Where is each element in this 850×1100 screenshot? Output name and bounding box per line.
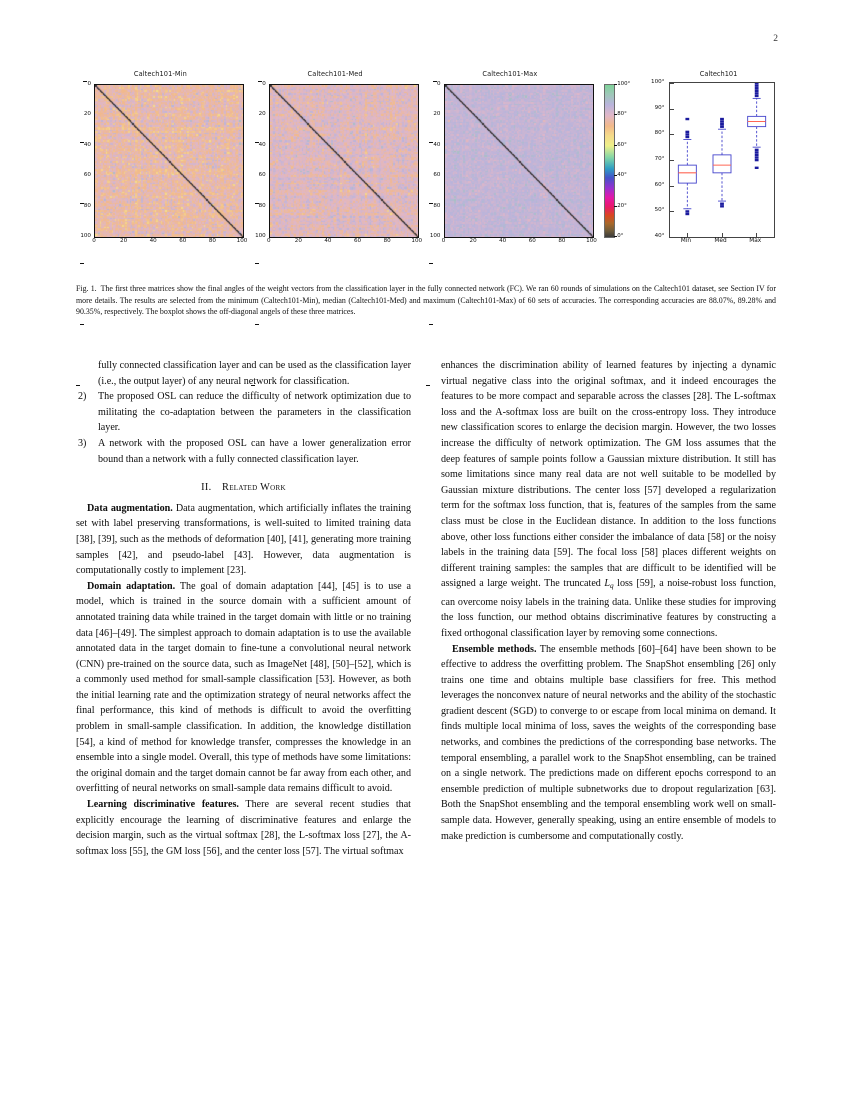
paragraph-lead-data-augmentation: Data augmentation. <box>87 502 173 514</box>
matrix-xtick-label: 0 <box>266 238 271 244</box>
figure-caption-text: The first three matrices show the final angles of the weight vectors from the classification layer in the fully connected network (FC). We ran 60 rounds of simulations on the Caltech101 dataset, see Section IV for more details. The results are selected from the minimum (Caltech101-Min), median (Caltech101-Med) and maximum (Caltech101-Max) of 60 sets of accuracies. The corresponding accuracies are 88.07%, 89.28% and 90.35%, respectively. The boxplot shows the off-diagonal angels of these three matrices. <box>76 284 776 317</box>
colorbar-tick-label: 80° <box>617 111 627 118</box>
colorbar-tick-label: 0° <box>617 233 624 239</box>
matrix-ytick-label: 100 <box>255 233 266 239</box>
page-number: 2 <box>773 34 778 44</box>
matrix-med-yaxis <box>251 81 267 239</box>
colorbar-ticks <box>614 81 639 239</box>
matrix-ytick-label: 80 <box>84 203 91 209</box>
matrix-xtick-label: 80 <box>208 238 216 244</box>
outlier-marker <box>754 84 758 86</box>
list-item-text: A network with the proposed OSL can have a lower generalization error bound than a network with a fully connected classification layer. <box>98 437 411 465</box>
matrix-ytick-label: 0 <box>87 81 91 87</box>
boxplot-group-max <box>747 83 765 169</box>
matrix-xtick-label: 20 <box>120 238 128 244</box>
boxplot-ytick-mark <box>670 211 674 212</box>
matrix-plot-min <box>94 84 244 238</box>
matrix-heatmap-med <box>270 85 418 237</box>
paragraph-continued-loss-functions <box>441 358 776 642</box>
matrix-xtick-label: 40 <box>324 238 332 244</box>
paragraph-lead-domain-adaptation: Domain adaptation. <box>87 580 176 592</box>
matrix-panel-med <box>251 70 423 260</box>
outlier-marker <box>685 131 689 133</box>
matrix-ytick-label: 100 <box>430 233 441 239</box>
matrix-ytick-label: 20 <box>259 111 266 117</box>
list-item-number: 2) <box>78 391 87 403</box>
matrix-xtick-label: 80 <box>383 238 391 244</box>
matrix-xtick-label: 80 <box>558 238 566 244</box>
matrix-ytick-mark <box>433 81 437 82</box>
boxplot-xtick-label: Med <box>714 238 727 244</box>
list-continuation-text: fully connected classification layer and can be used as the classification layer (i.e., the output layer) of any neural network for classification. <box>98 360 411 387</box>
boxplot-ytick-label: 70° <box>654 156 665 162</box>
list-item <box>76 436 411 467</box>
paragraph-domain-adaptation <box>76 579 411 797</box>
matrix-ytick-label: 40 <box>84 142 91 148</box>
list-item <box>76 389 411 436</box>
matrix-min-yaxis <box>76 81 92 239</box>
matrix-xtick-label: 0 <box>441 238 446 244</box>
paragraph-body-data-augmentation: Data augmentation, which artificially inflates the training set with label preserving transformations, is well-suited to limited training data [38], [39], such as the methods of deformation [40], [41], generating more training samples [42], and pseudo-label [43]. However, data augmentation is computationally costly to implement [23]. <box>76 502 411 577</box>
boxplot-ytick-label: 50° <box>654 207 665 214</box>
figure-1 <box>76 70 776 265</box>
matrix-xtick-label: 100 <box>411 238 423 244</box>
continued-text-part1: enhances the discrimination ability of learned features by injecting a dynamic virtual negative class into the original softmax, and it indeed encourages the features to be more compact and separable across the classes [28]. The L-softmax loss and the A-softmax loss are built on the cross-entropy loss. They introduce new classification scores to enlarge the decision margin. However, the two losses increase the difficulty of network optimization. The GM loss assumes that the deep features of sample points follow a Gaussian mixture distribution. It still has some limitations since many real data are not well suitable to be modelled by Gaussian mixture distributions. The center loss [57] developed a regularization term for the softmax loss function, that is, features of the samples from the same class must be close in the Euclidean distance. In addition to the loss functions above, other loss functions either consider the imbalance of data [58] or the noisy labels in the training data [59]. The focal loss [58] places different weights on different training samples: the samples that are difficult to be identified will be assigned a large weight. The truncated <box>441 360 776 590</box>
box-iqr <box>713 155 731 173</box>
boxplot-ytick-mark <box>670 134 674 135</box>
matrix-panel-min-title: Caltech101-Min <box>133 70 187 78</box>
matrix-ytick-label: 20 <box>84 111 91 117</box>
matrix-ytick-mark <box>80 324 84 325</box>
matrix-ytick-label: 60 <box>433 172 440 178</box>
boxplot-xtick-label: Min <box>680 238 692 244</box>
body-columns <box>76 358 776 1058</box>
right-column <box>441 358 776 1058</box>
boxplot-ytick-label: 90° <box>654 104 665 111</box>
outlier-marker <box>720 123 724 125</box>
outlier-marker <box>685 118 689 120</box>
matrix-xtick-label: 40 <box>499 238 507 244</box>
matrix-ytick-label: 0 <box>262 81 266 87</box>
boxplot-ytick-label: 100° <box>651 79 665 85</box>
paragraph-data-augmentation <box>76 501 411 579</box>
outlier-marker <box>720 203 724 205</box>
outlier-marker <box>754 159 758 161</box>
boxplot-ytick-mark <box>670 83 674 84</box>
matrix-ytick-label: 60 <box>84 172 91 178</box>
outlier-marker <box>754 83 758 84</box>
list-item-number: 3) <box>78 437 87 449</box>
math-symbol-L: L <box>604 578 610 590</box>
matrix-ytick-label: 40 <box>433 142 440 148</box>
outlier-marker <box>754 156 758 158</box>
boxplot-svg <box>670 83 774 237</box>
paragraph-lead-ensemble-methods: Ensemble methods. <box>452 643 537 655</box>
matrix-plot-med <box>269 84 419 238</box>
matrix-heatmap-max <box>445 85 593 237</box>
boxplot-ytick-label: 60° <box>654 181 665 188</box>
outlier-marker <box>754 87 758 89</box>
matrix-xtick-label: 100 <box>586 238 597 244</box>
outlier-marker <box>754 167 758 169</box>
boxplot-xtick-label: Max <box>749 238 762 244</box>
matrix-xtick-label: 100 <box>236 238 248 244</box>
figure-caption-label: Fig. 1. <box>76 284 97 293</box>
list-item-text: The proposed OSL can reduce the difficulty of network optimization due to militating the co-adaptation between the parameters in the classification layer. <box>98 391 411 434</box>
matrix-ytick-label: 100 <box>80 233 91 239</box>
matrix-xtick-label: 60 <box>353 238 362 244</box>
boxplot-panel <box>645 70 776 260</box>
colorbar-tick-label: 20° <box>617 202 627 209</box>
boxplot-xtick-mark <box>756 233 757 237</box>
outlier-marker <box>685 210 689 212</box>
boxplot-yaxis <box>645 79 667 239</box>
matrix-panel-max-title: Caltech101-Max <box>482 70 538 78</box>
paragraph-body-ensemble-methods: The ensemble methods [60]–[64] have been shown to be effective to address the overfitting problem. The SnapShot ensembling [26] only trains one time and obtains multiple base classifiers for free. This method leverages the nonconvex nature of neural networks and the ability of the stochastic gradient descent (SGD) to converge to or escape from local minima on demand. It finds multiple local minima of loss, saves the weights of the corresponding base networks, and combines the predictions of the corresponding base networks. The temporal ensembling, a parallel work to the SnapShot ensembling, can be trained on a single network. The predictions made on different epochs correspond to an ensemble prediction of multiple subnetworks due to dropout regularization [63]. Both the SnapShot ensembling and the temporal ensembling work well on small-sample data. However, generally speaking, using an entire ensemble of models to make prediction is cumbersome and computationally costly. <box>441 643 776 842</box>
outlier-marker <box>720 205 724 207</box>
outlier-marker <box>685 213 689 215</box>
matrix-xtick-label: 20 <box>294 238 302 244</box>
outlier-marker <box>754 151 758 153</box>
paragraph-ensemble-methods <box>441 642 776 845</box>
matrix-ytick-label: 80 <box>259 203 266 209</box>
outlier-marker <box>754 149 758 151</box>
matrix-ytick-label: 80 <box>433 203 440 209</box>
matrix-ytick-label: 40 <box>259 142 266 148</box>
matrix-plot-max <box>444 84 594 238</box>
matrix-min-xaxis <box>92 238 248 250</box>
section-heading-related-work: II. Related Work <box>201 482 286 494</box>
paragraph-lead-learning-discriminative: Learning discriminative features. <box>87 799 239 811</box>
colorbar-tick-label: 100° <box>617 81 631 87</box>
boxplot-ytick-mark <box>670 109 674 110</box>
matrix-ytick-label: 20 <box>433 111 440 117</box>
continued-text-part2: loss [59], a noise-robust loss function, can overcome noisy labels in the training data. Unlike these studies for improving the loss function, our method obtains discriminative features by constructing a fixed orthogonal classification layer by removing some connections. <box>441 578 776 639</box>
matrix-ytick-mark <box>83 81 87 82</box>
boxplot-ytick-mark <box>670 186 674 187</box>
boxplot-area <box>669 82 775 238</box>
outlier-marker <box>720 120 724 122</box>
matrix-xtick-label: 40 <box>149 238 157 244</box>
matrix-xtick-label: 60 <box>179 238 187 244</box>
boxplot-xaxis <box>669 238 773 250</box>
matrix-ytick-label: 0 <box>437 81 441 87</box>
colorbar-tick-label: 60° <box>617 141 627 148</box>
boxplot-group-med <box>713 118 731 208</box>
boxplot-group-min <box>678 118 696 215</box>
outlier-marker <box>685 133 689 135</box>
outlier-marker <box>720 118 724 120</box>
outlier-marker <box>754 95 758 97</box>
paragraph-body-domain-adaptation: The goal of domain adaptation [44], [45] is to use a model, which is trained in the source domain with a sufficient amount of annotated training data while trained in the target domain with little or no training data [46]–[49]. The simplest approach to domain adaptation is to use the available annotated data in the target domain to fine-tune a convolutional neural network (CNN) pre-trained on the source data, such as ImageNet [48], [50]–[52], which is a commonly used method for small-sample classification [53]. However, as both the initial learning rate and the optimization strategy of neural networks affect the final performance, this kind of methods is difficult to avoid the overfitting problem in small-sample classification. In addition, the knowledge distillation [54], a kind of method for knowledge transfer, compresses the knowledge in an ensemble into a single model. Overall, this type of methods have some limitations: the original domain and the target domain cannot be far away from each other, and overfitting of neural networks on small-sample data remains difficult to avoid. <box>76 580 412 795</box>
boxplot-xtick-mark <box>722 233 723 237</box>
paragraph-learning-discriminative-features <box>76 797 411 859</box>
boxplot-ytick-label: 40° <box>654 233 665 239</box>
box-iqr <box>678 165 696 183</box>
matrix-ytick-mark <box>255 324 259 325</box>
matrix-ytick-mark <box>429 324 433 325</box>
matrix-med-xaxis <box>266 238 423 250</box>
matrix-xtick-label: 20 <box>469 238 477 244</box>
boxplot-title: Caltech101 <box>699 70 738 78</box>
outlier-marker <box>720 126 724 128</box>
left-column <box>76 358 411 1058</box>
matrix-ytick-mark <box>255 263 259 264</box>
matrix-xtick-label: 0 <box>92 238 96 244</box>
matrix-max-yaxis <box>426 81 442 239</box>
math-subscript-q: q <box>609 582 614 591</box>
matrix-panel-max <box>426 70 595 260</box>
matrix-panel-med-title: Caltech101-Med <box>307 70 363 78</box>
outlier-marker <box>685 136 689 138</box>
colorbar <box>601 70 638 260</box>
outlier-marker <box>754 92 758 94</box>
matrix-ytick-mark <box>80 263 84 264</box>
matrix-panel-min <box>76 70 248 260</box>
outlier-marker <box>754 90 758 92</box>
matrix-max-xaxis <box>441 238 597 250</box>
matrix-heatmap-min <box>95 85 243 237</box>
figure-caption <box>76 283 776 318</box>
matrix-xtick-label: 60 <box>528 238 536 244</box>
colorbar-tick-label: 40° <box>617 172 627 179</box>
matrix-ytick-mark <box>429 263 433 264</box>
matrix-ytick-mark <box>258 81 262 82</box>
outlier-marker <box>754 154 758 156</box>
paragraph-body-learning-discriminative: There are several recent studies that explicitly encourage the learning of discriminative features and enlarge the decision margin, such as the virtual softmax [28], the L-softmax loss [27], the A-softmax loss [55], the GM loss [56], and the center loss [57]. The virtual softmax <box>76 799 411 857</box>
boxplot-xtick-mark <box>687 233 688 237</box>
matrix-ytick-label: 60 <box>259 172 266 178</box>
boxplot-ytick-label: 80° <box>654 130 665 137</box>
boxplot-ytick-mark <box>670 160 674 161</box>
